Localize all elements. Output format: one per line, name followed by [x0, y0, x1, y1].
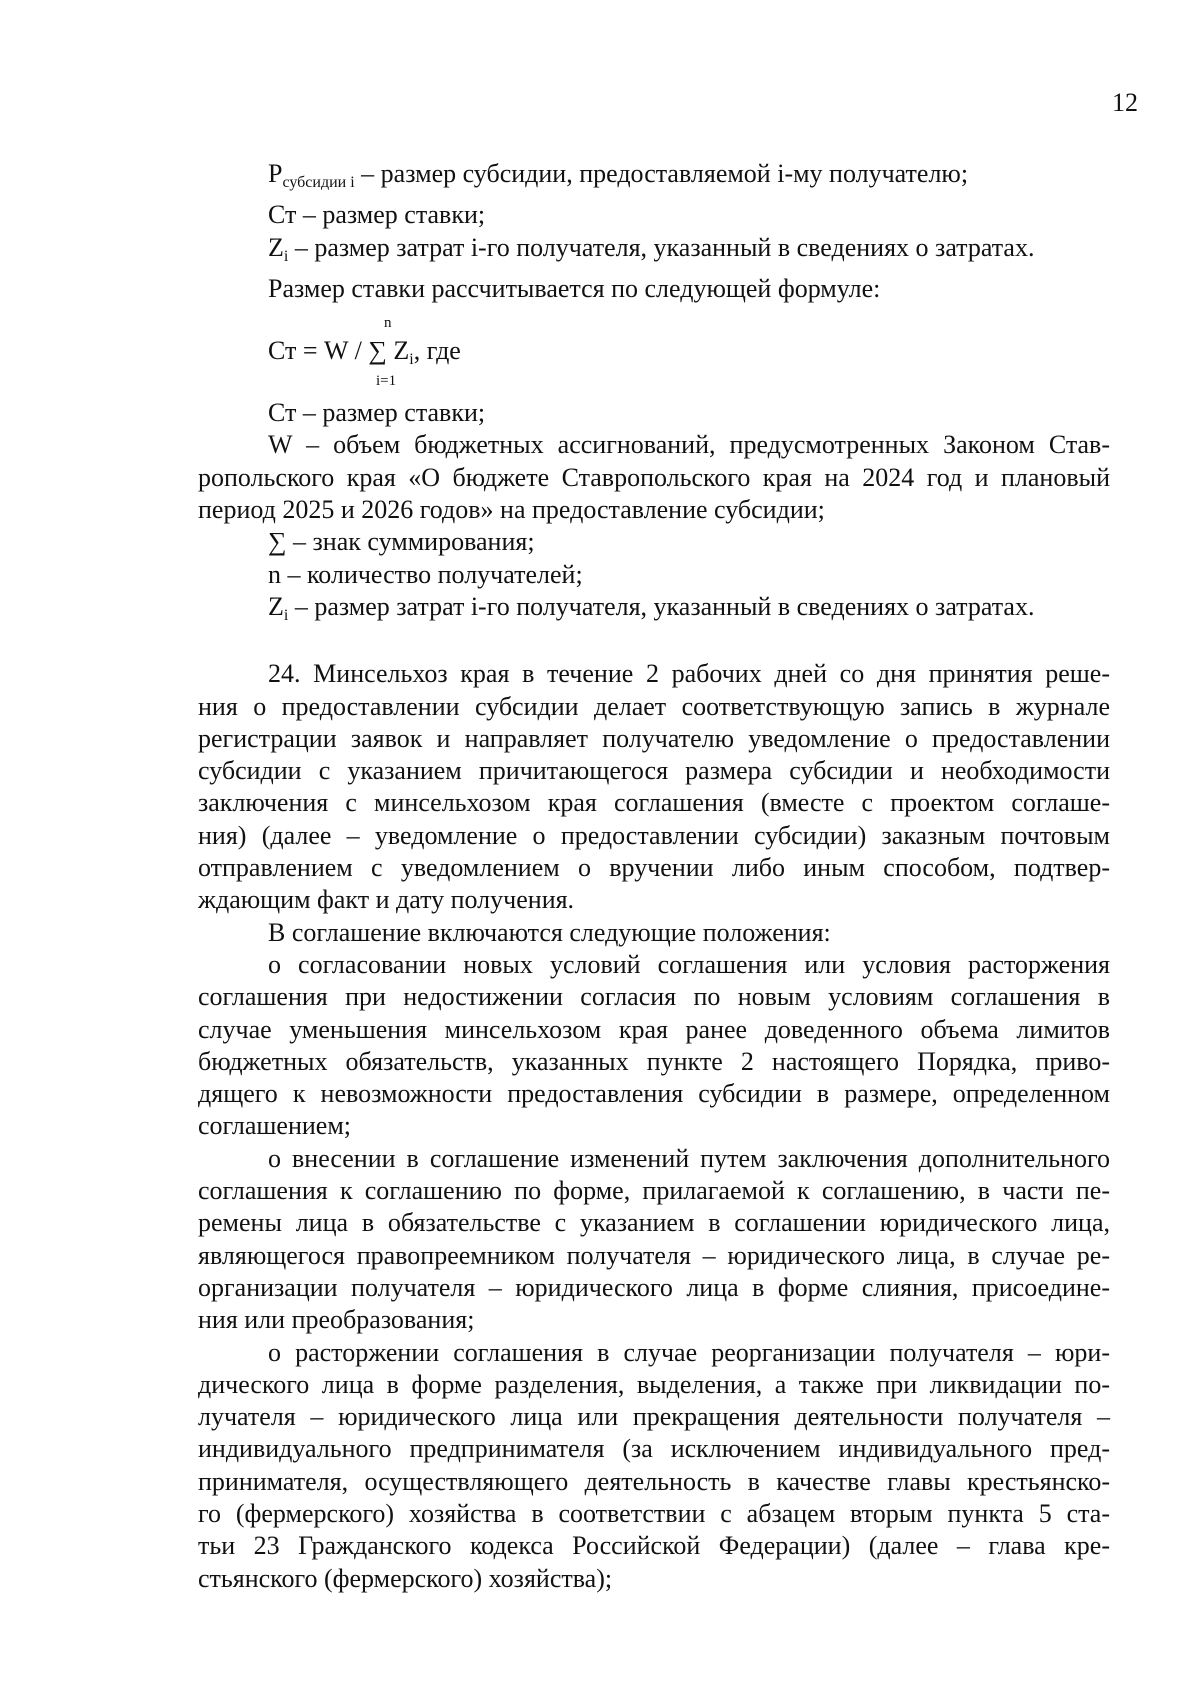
paragraph-line: соглашением; [198, 1111, 352, 1141]
page-number: 12 [1112, 88, 1138, 117]
definition-st: Ст – размер ставки; [268, 200, 486, 230]
paragraph-line: дящего к невозможности предоставления субсидии в размере, определенном [198, 1079, 1110, 1109]
sum-lower-limit: i=1 [376, 373, 397, 390]
paragraph-24 [198, 658, 1110, 916]
symbol: Р [268, 159, 283, 188]
paragraph-line: организации получателя – юридического лица в форме слияния, присоедине- [198, 1272, 1110, 1302]
paragraph-line: принимателя, осуществляющего деятельность в качестве главы крестьянско- [198, 1466, 1110, 1496]
formula [198, 305, 1110, 397]
paragraph-line: 24. Минсельхоз края в течение 2 рабочих дней со дня принятия реше- [268, 659, 1110, 689]
paragraph-line: о согласовании новых условий соглашения или условия расторжения [268, 949, 1110, 979]
definition-text: – размер затрат i-го получателя, указанный в сведениях о затратах. [288, 232, 1035, 262]
paragraph-line: ждающим факт и дату получения. [198, 885, 575, 915]
formula-tail: , где [413, 336, 461, 366]
paragraph-line: ния или преобразования; [198, 1305, 475, 1335]
paragraph-line: стьянского (фермерского) хозяйства); [198, 1563, 613, 1593]
definition-text: – размер субсидии, предоставляемой i-му получателю; [354, 159, 969, 188]
agreement-intro: В соглашение включаются следующие положения: [268, 917, 831, 947]
definition-w-line: ропольского края «О бюджете Ставропольского края на 2024 год и плановый [198, 462, 1110, 492]
document-body [198, 158, 1110, 1595]
provision-3 [198, 1337, 1110, 1595]
definition-n: n – количество получателей; [268, 559, 583, 589]
paragraph-line: ния о предоставлении субсидии делает соответствующую запись в журнале [198, 691, 1110, 721]
symbol: Z [268, 232, 284, 262]
definition-sum: ∑ – знак суммирования; [268, 527, 535, 557]
subscript: i [283, 606, 289, 624]
paragraph-line: индивидуального предпринимателя (за исключением индивидуального пред- [198, 1434, 1110, 1464]
formula-subscript: i [409, 351, 414, 369]
paragraph-line: соглашения к соглашению по форме, прилагаемой к соглашению, в части пе- [198, 1176, 1110, 1206]
paragraph-line: бюджетных обязательств, указанных пункте 2 настоящего Порядка, приво- [198, 1046, 1110, 1076]
subscript: i [283, 247, 289, 265]
paragraph-line: дического лица в форме разделения, выделения, а также при ликвидации по- [198, 1369, 1110, 1399]
formula-expression: Ст = W / ∑ Z [268, 336, 410, 366]
definition-zi-2 [198, 591, 1110, 632]
paragraph-line: лучателя – юридического лица или прекращения деятельности получателя – [198, 1402, 1110, 1432]
subscript: субсидии i [282, 174, 355, 191]
sum-upper-limit: n [384, 315, 392, 332]
paragraph-line: тьи 23 Гражданского кодекса Российской Федерации) (далее – глава кре- [198, 1531, 1110, 1561]
paragraph-line: регистрации заявок и направляет получателю уведомление о предоставлении [198, 723, 1110, 753]
definition-w-line: период 2025 и 2026 годов» на предоставление субсидии; [198, 495, 825, 525]
paragraph-line: субсидии с указанием причитающегося размера субсидии и необходимости [198, 756, 1110, 786]
provision-2 [198, 1143, 1110, 1337]
paragraph-line: являющегося правопреемником получателя – юридического лица, в случае ре- [198, 1240, 1110, 1270]
definition-p-subsidy [198, 158, 1110, 199]
definition-st-2: Ст – размер ставки; [268, 398, 486, 428]
symbol: Z [268, 591, 284, 621]
formula-intro: Размер ставки рассчитывается по следующей формуле: [268, 273, 881, 303]
definition-w-line: W – объем бюджетных ассигнований, предусмотренных Законом Став- [268, 430, 1110, 460]
definition-zi [198, 232, 1110, 273]
provision-1 [198, 949, 1110, 1143]
paragraph-line: заключения с минсельхозом края соглашения (вместе с проектом соглаше- [198, 788, 1110, 818]
paragraph-line: о внесении в соглашение изменений путем заключения дополнительного [268, 1143, 1110, 1173]
definition-text: – размер затрат i-го получателя, указанный в сведениях о затратах. [288, 591, 1035, 621]
paragraph-line: ния) (далее – уведомление о предоставлении субсидии) заказным почтовым [198, 820, 1110, 850]
paragraph-line: ремены лица в обязательстве с указанием в соглашении юридического лица, [198, 1208, 1110, 1238]
paragraph-line: го (фермерского) хозяйства в соответствии с абзацем вторым пункта 5 ста- [198, 1498, 1110, 1528]
paragraph-line: отправлением с уведомлением о вручении либо иным способом, подтвер- [198, 853, 1110, 883]
paragraph-line: о расторжении соглашения в случае реорганизации получателя – юри- [268, 1337, 1110, 1367]
paragraph-line: соглашения при недостижении согласия по новым условиям соглашения в [198, 982, 1110, 1012]
formula-main [268, 335, 461, 376]
paragraph-line: случае уменьшения минсельхозом края ранее доведенного объема лимитов [198, 1014, 1110, 1044]
